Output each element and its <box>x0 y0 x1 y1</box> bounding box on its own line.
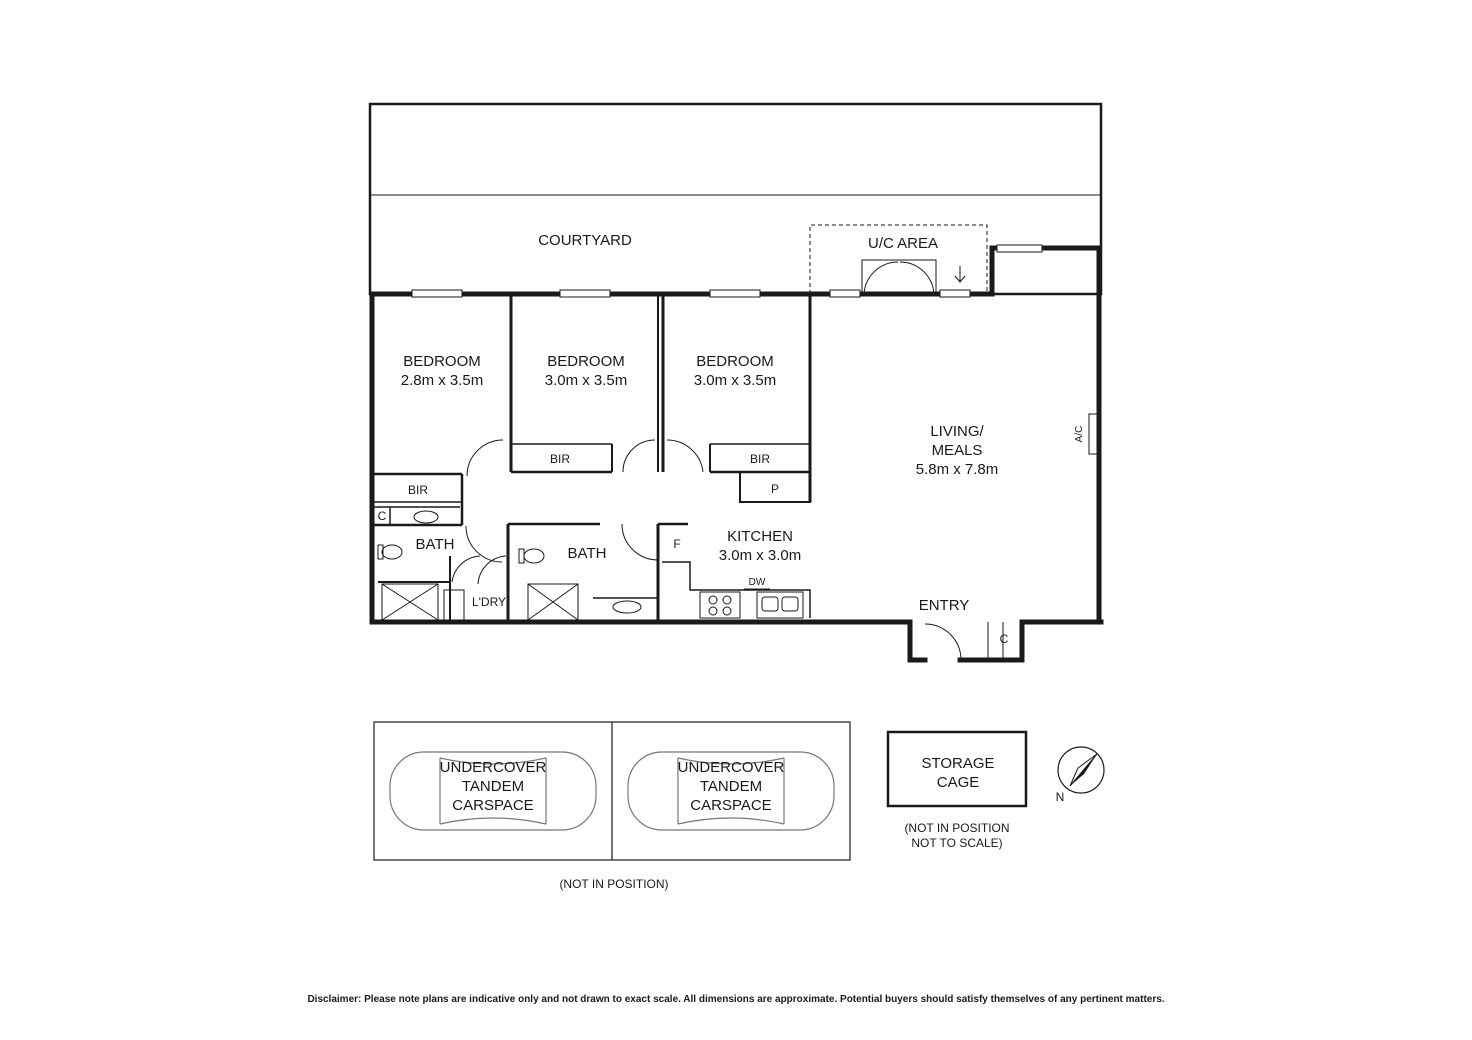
laundry-label: L'DRY <box>471 595 507 609</box>
carspace1-line1: UNDERCOVER <box>439 759 547 776</box>
carspace2-line3: CARSPACE <box>690 797 772 814</box>
fridge-label: F <box>673 537 681 551</box>
carspaces <box>374 722 850 860</box>
storage-cage <box>888 732 1026 806</box>
kitchen-size: 3.0m x 3.0m <box>718 547 802 564</box>
uc-area-label: U/C AREA <box>867 235 939 252</box>
bedroom3-size: 3.0m x 3.5m <box>693 372 777 389</box>
courtyard-label: COURTYARD <box>538 232 632 249</box>
storage-note-line2: NOT TO SCALE) <box>911 836 1003 850</box>
living-label-line2: MEALS <box>931 442 983 459</box>
living-size: 5.8m x 7.8m <box>915 461 999 478</box>
kitchen-name: KITCHEN <box>727 528 793 545</box>
laundry-tub-icon <box>444 590 464 620</box>
toilet-icon <box>378 545 402 559</box>
vanity-basin-icon <box>613 601 641 613</box>
vanity-basin-icon <box>414 511 438 523</box>
north-label: N <box>1055 790 1065 804</box>
carspace2-line2: TANDEM <box>699 778 763 795</box>
bedroom3-name: BEDROOM <box>696 353 774 370</box>
linen-cupboard-label: C <box>377 509 387 523</box>
carspace-note: (NOT IN POSITION) <box>559 877 669 891</box>
bir-label-bed2: BIR <box>549 452 571 466</box>
entry-label: ENTRY <box>918 597 970 614</box>
bedroom1-name: BEDROOM <box>403 353 481 370</box>
storage-note-line1: (NOT IN POSITION <box>904 821 1010 835</box>
carspace1-line3: CARSPACE <box>452 797 534 814</box>
bath-ensuite-label: BATH <box>415 536 455 553</box>
living-label-line1: LIVING/ <box>930 423 984 440</box>
bedroom2-name: BEDROOM <box>547 353 625 370</box>
north-compass-icon <box>1058 747 1104 793</box>
entry-cupboard-label: C <box>999 632 1009 646</box>
storage-line2: CAGE <box>936 774 980 791</box>
shower-icon <box>382 584 438 620</box>
pantry-label: P <box>770 482 780 496</box>
cooktop-icon <box>709 596 731 615</box>
ac-label: A/C <box>1074 425 1085 443</box>
dishwasher-label: DW <box>748 577 766 588</box>
bir-label-bed1: BIR <box>407 483 429 497</box>
disclaimer-text: Disclaimer: Please note plans are indicative only and not drawn to exact scale. All dimensions are approximate. Potential buyers should satisfy themselves of any pertinent matters. <box>307 994 1165 1005</box>
windows <box>412 245 1042 297</box>
bedroom2-size: 3.0m x 3.5m <box>544 372 628 389</box>
bedroom1-size: 2.8m x 3.5m <box>400 372 484 389</box>
bir-label-bed3: BIR <box>749 452 771 466</box>
carspace2-line1: UNDERCOVER <box>677 759 785 776</box>
storage-line1: STORAGE <box>921 755 995 772</box>
sink-icon <box>762 597 798 611</box>
bath-main-label: BATH <box>567 545 607 562</box>
shower-icon <box>528 584 578 620</box>
carspace1-line2: TANDEM <box>461 778 525 795</box>
toilet-icon <box>519 549 544 563</box>
